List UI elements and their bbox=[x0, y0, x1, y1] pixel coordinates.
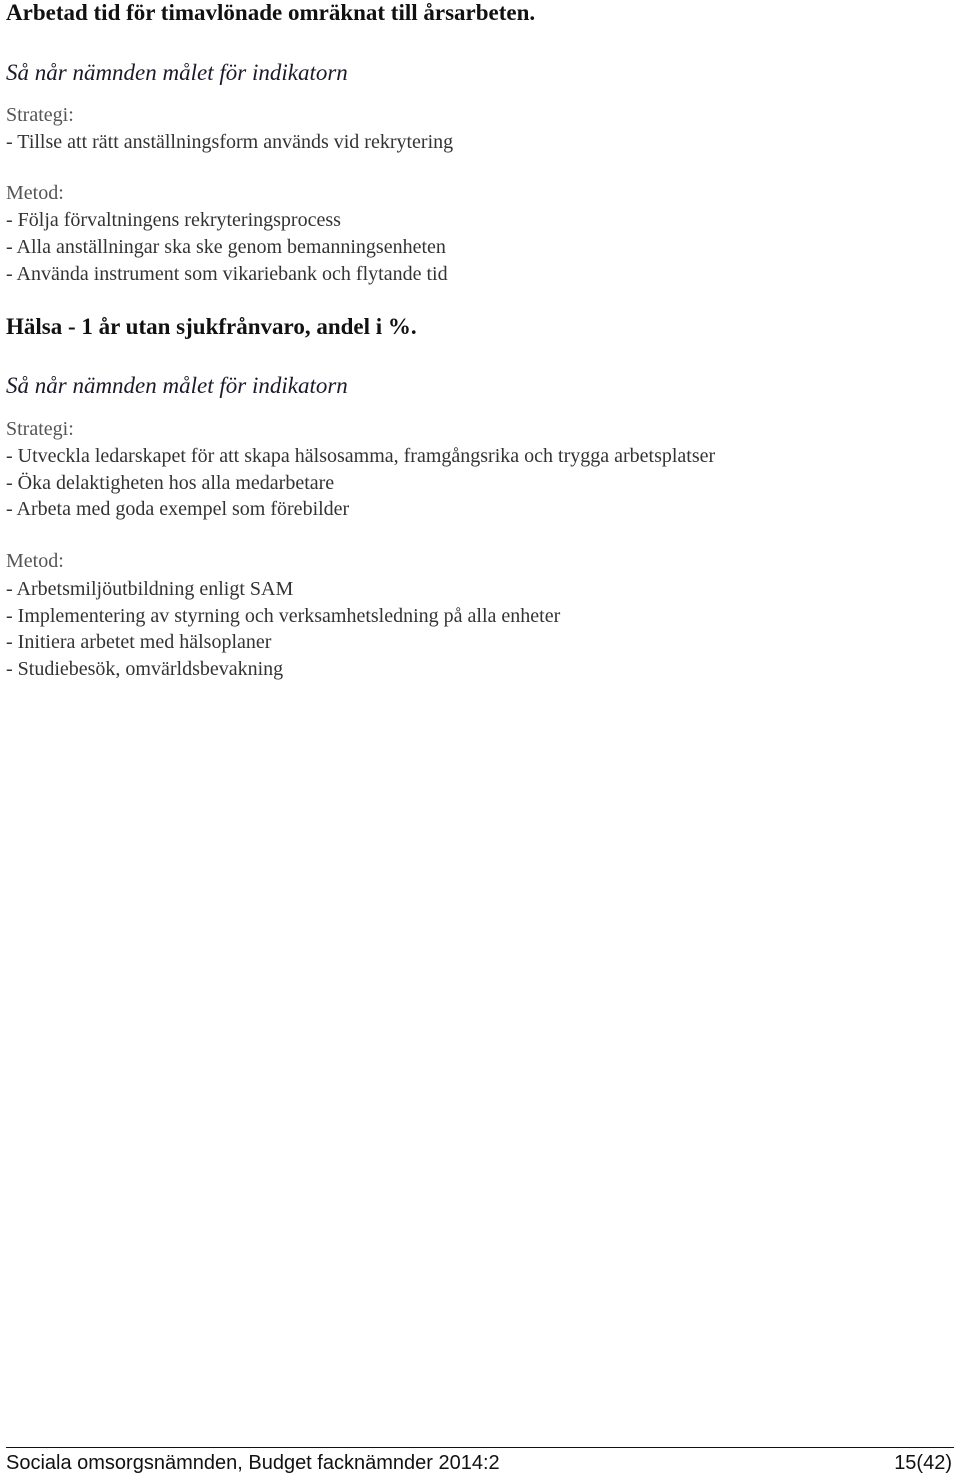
section1-method-item: - Följa förvaltningens rekryteringsprocess bbox=[6, 209, 341, 231]
section2-strategy-item: - Öka delaktigheten hos alla medarbetare bbox=[6, 472, 335, 494]
section2-strategy-label: Strategi: bbox=[6, 418, 74, 440]
section1-method-label: Metod: bbox=[6, 182, 64, 204]
footer-divider bbox=[6, 1447, 954, 1448]
section2-method-item: - Initiera arbetet med hälsoplaner bbox=[6, 631, 272, 653]
intro-heading: Arbetad tid för timavlönade omräknat till årsarbeten. bbox=[6, 0, 536, 25]
section2-title: Så når nämnden målet för indikatorn bbox=[6, 373, 348, 398]
section2-method-item: - Studiebesök, omvärldsbevakning bbox=[6, 658, 284, 680]
section2-method-label: Metod: bbox=[6, 550, 64, 572]
section1-strategy-label: Strategi: bbox=[6, 104, 74, 126]
section1-title: Så når nämnden målet för indikatorn bbox=[6, 60, 348, 85]
footer-page-number: 15(42) bbox=[894, 1452, 952, 1474]
section2-method-item: - Implementering av styrning och verksamhetsledning på alla enheter bbox=[6, 605, 561, 627]
section1-strategy-item: - Tillse att rätt anställningsform används vid rekrytering bbox=[6, 131, 454, 153]
section1-method-item: - Använda instrument som vikariebank och flytande tid bbox=[6, 263, 448, 285]
section2-method-item: - Arbetsmiljöutbildning enligt SAM bbox=[6, 578, 294, 600]
footer-document-title: Sociala omsorgsnämnden, Budget facknämnder 2014:2 bbox=[6, 1452, 500, 1474]
section1-method-item: - Alla anställningar ska ske genom bemanningsenheten bbox=[6, 236, 446, 258]
section2-strategy-item: - Utveckla ledarskapet för att skapa hälsosamma, framgångsrika och trygga arbetsplatser bbox=[6, 445, 716, 467]
section2-heading: Hälsa - 1 år utan sjukfrånvaro, andel i %. bbox=[6, 314, 417, 339]
section2-strategy-item: - Arbeta med goda exempel som förebilder bbox=[6, 498, 350, 520]
